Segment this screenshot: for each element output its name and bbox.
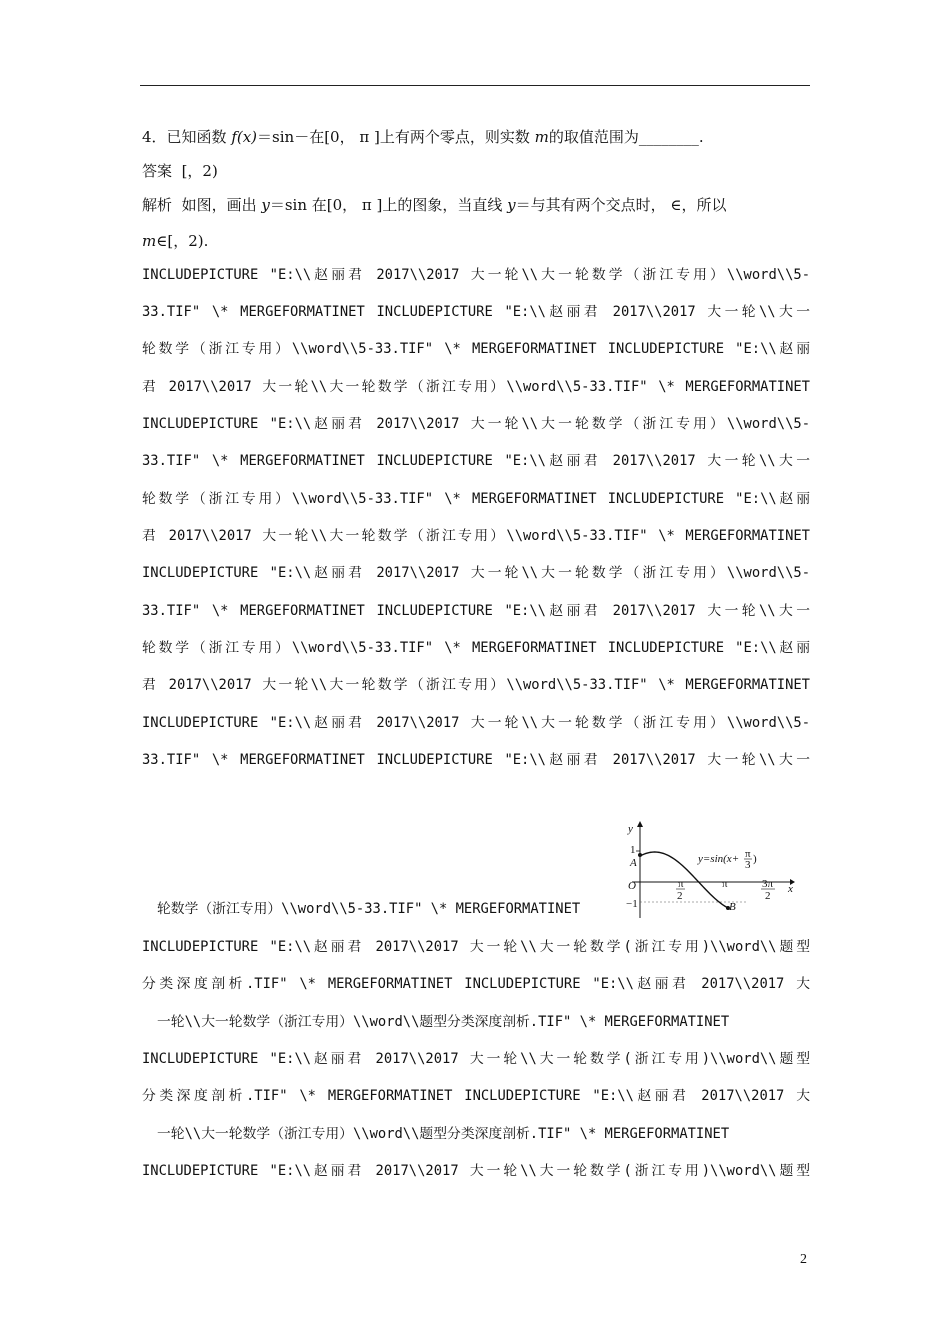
field-line-2: INCLUDEPICTURE "E:\\赵丽君 2017\\2017 大一轮\\大一轮数学(浙江专用)\\word\\题型 (142, 1051, 810, 1067)
answer-label: 答案 (142, 162, 173, 180)
point-a-dot (638, 853, 642, 857)
analysis-m: m (142, 232, 157, 250)
field-line: 33.TIF" \* MERGEFORMATINET INCLUDEPICTURE "E:\\赵丽君 2017\\2017 大一轮\\大一 (142, 603, 810, 619)
question-f: f (231, 128, 237, 146)
field-line-2: 一轮\\大一轮数学（浙江专用）\\word\\题型分类深度剖析.TIF" \* MERGEFORMATINET (157, 1126, 730, 1142)
y-axis-arrow (637, 821, 643, 827)
field-line-2: INCLUDEPICTURE "E:\\赵丽君 2017\\2017 大一轮\\大一轮数学(浙江专用)\\word\\题型 (142, 939, 810, 955)
y-axis-label: y (628, 823, 633, 835)
analysis-text-1: 如图，画出 (181, 196, 262, 214)
origin-label: O (628, 880, 636, 892)
page-number: 2 (800, 1252, 807, 1267)
analysis-text-3: ＝与其有两个交点时， ∈，所以 (515, 196, 727, 214)
curve-frac-num: π (745, 848, 751, 860)
problem-question (142, 126, 810, 148)
tick-pi-label: π (722, 878, 728, 890)
field-line-2: 分类深度剖析.TIF" \* MERGEFORMATINET INCLUDEPICTURE "E:\\赵丽君 2017\\2017 大 (142, 976, 810, 992)
point-a-label: A (630, 857, 637, 869)
y-one-label: 1 (630, 844, 636, 856)
field-line: 君 2017\\2017 大一轮\\大一轮数学（浙江专用）\\word\\5-33.TIF" \* MERGEFORMATINET (142, 528, 810, 544)
field-line: INCLUDEPICTURE "E:\\赵丽君 2017\\2017 大一轮\\大一轮数学（浙江专用）\\word\\5- (142, 565, 810, 581)
y-minus-one-label: −1 (626, 898, 638, 910)
point-b-label: B (729, 901, 736, 913)
field-line: INCLUDEPICTURE "E:\\赵丽君 2017\\2017 大一轮\\大一轮数学（浙江专用）\\word\\5- (142, 267, 810, 283)
curve-close: ) (753, 853, 757, 865)
question-x: (x) (236, 128, 258, 146)
analysis-text-2: ＝sin 在[0， π ]上的图象，当直线 (269, 196, 508, 214)
field-line: 君 2017\\2017 大一轮\\大一轮数学（浙江专用）\\word\\5-33.TIF" \* MERGEFORMATINET (142, 677, 810, 693)
question-prefix: 4．已知函数 (142, 128, 232, 146)
analysis-line-2 (142, 230, 810, 252)
tick-3half-num: 3π (762, 878, 774, 890)
x-axis-label: x (788, 883, 793, 895)
curve-frac-den: 3 (745, 859, 751, 871)
tick-3half-den: 2 (765, 890, 771, 902)
analysis-label: 解析 (142, 196, 173, 214)
field-line: 33.TIF" \* MERGEFORMATINET INCLUDEPICTURE "E:\\赵丽君 2017\\2017 大一轮\\大一 (142, 752, 810, 768)
sine-graph-figure (614, 820, 794, 920)
field-line-2: 分类深度剖析.TIF" \* MERGEFORMATINET INCLUDEPICTURE "E:\\赵丽君 2017\\2017 大 (142, 1088, 810, 1104)
answer-line (142, 160, 810, 182)
tick-half-pi-den: 2 (677, 890, 683, 902)
question-rest: ＝sin－在[0， π ]上有两个零点，则实数 (257, 128, 535, 146)
field-line: 33.TIF" \* MERGEFORMATINET INCLUDEPICTURE "E:\\赵丽君 2017\\2017 大一轮\\大一 (142, 453, 810, 469)
field-line: 轮数学（浙江专用）\\word\\5-33.TIF" \* MERGEFORMATINET INCLUDEPICTURE "E:\\赵丽 (142, 640, 810, 656)
analysis-text-4: ∈[，2). (156, 232, 209, 250)
field-line-2: INCLUDEPICTURE "E:\\赵丽君 2017\\2017 大一轮\\大一轮数学(浙江专用)\\word\\题型 (142, 1163, 810, 1179)
answer-value: [，2) (181, 162, 218, 180)
field-line: 轮数学（浙江专用）\\word\\5-33.TIF" \* MERGEFORMATINET INCLUDEPICTURE "E:\\赵丽 (142, 491, 810, 507)
field-line: 33.TIF" \* MERGEFORMATINET INCLUDEPICTURE "E:\\赵丽君 2017\\2017 大一轮\\大一 (142, 304, 810, 320)
question-m: m (534, 128, 549, 146)
header-rule (140, 85, 810, 86)
sine-graph (614, 820, 794, 920)
field-line: 君 2017\\2017 大一轮\\大一轮数学（浙江专用）\\word\\5-33.TIF" \* MERGEFORMATINET (142, 379, 810, 395)
field-line: INCLUDEPICTURE "E:\\赵丽君 2017\\2017 大一轮\\大一轮数学（浙江专用）\\word\\5- (142, 715, 810, 731)
tick-half-pi-num: π (678, 878, 684, 890)
analysis-line (142, 194, 810, 216)
curve-label: y=sin(x+ (698, 853, 740, 865)
analysis-y2: y (507, 196, 516, 214)
field-line: 轮数学（浙江专用）\\word\\5-33.TIF" \* MERGEFORMATINET INCLUDEPICTURE "E:\\赵丽 (142, 341, 810, 357)
analysis-y1: y (261, 196, 270, 214)
field-line-2: 一轮\\大一轮数学（浙江专用）\\word\\题型分类深度剖析.TIF" \* MERGEFORMATINET (157, 1014, 730, 1030)
question-tail: 的取值范围为________. (548, 128, 704, 146)
field-line: INCLUDEPICTURE "E:\\赵丽君 2017\\2017 大一轮\\大一轮数学（浙江专用）\\word\\5- (142, 416, 810, 432)
figure-caption-line: 轮数学（浙江专用）\\word\\5-33.TIF" \* MERGEFORMATINET (157, 901, 581, 917)
